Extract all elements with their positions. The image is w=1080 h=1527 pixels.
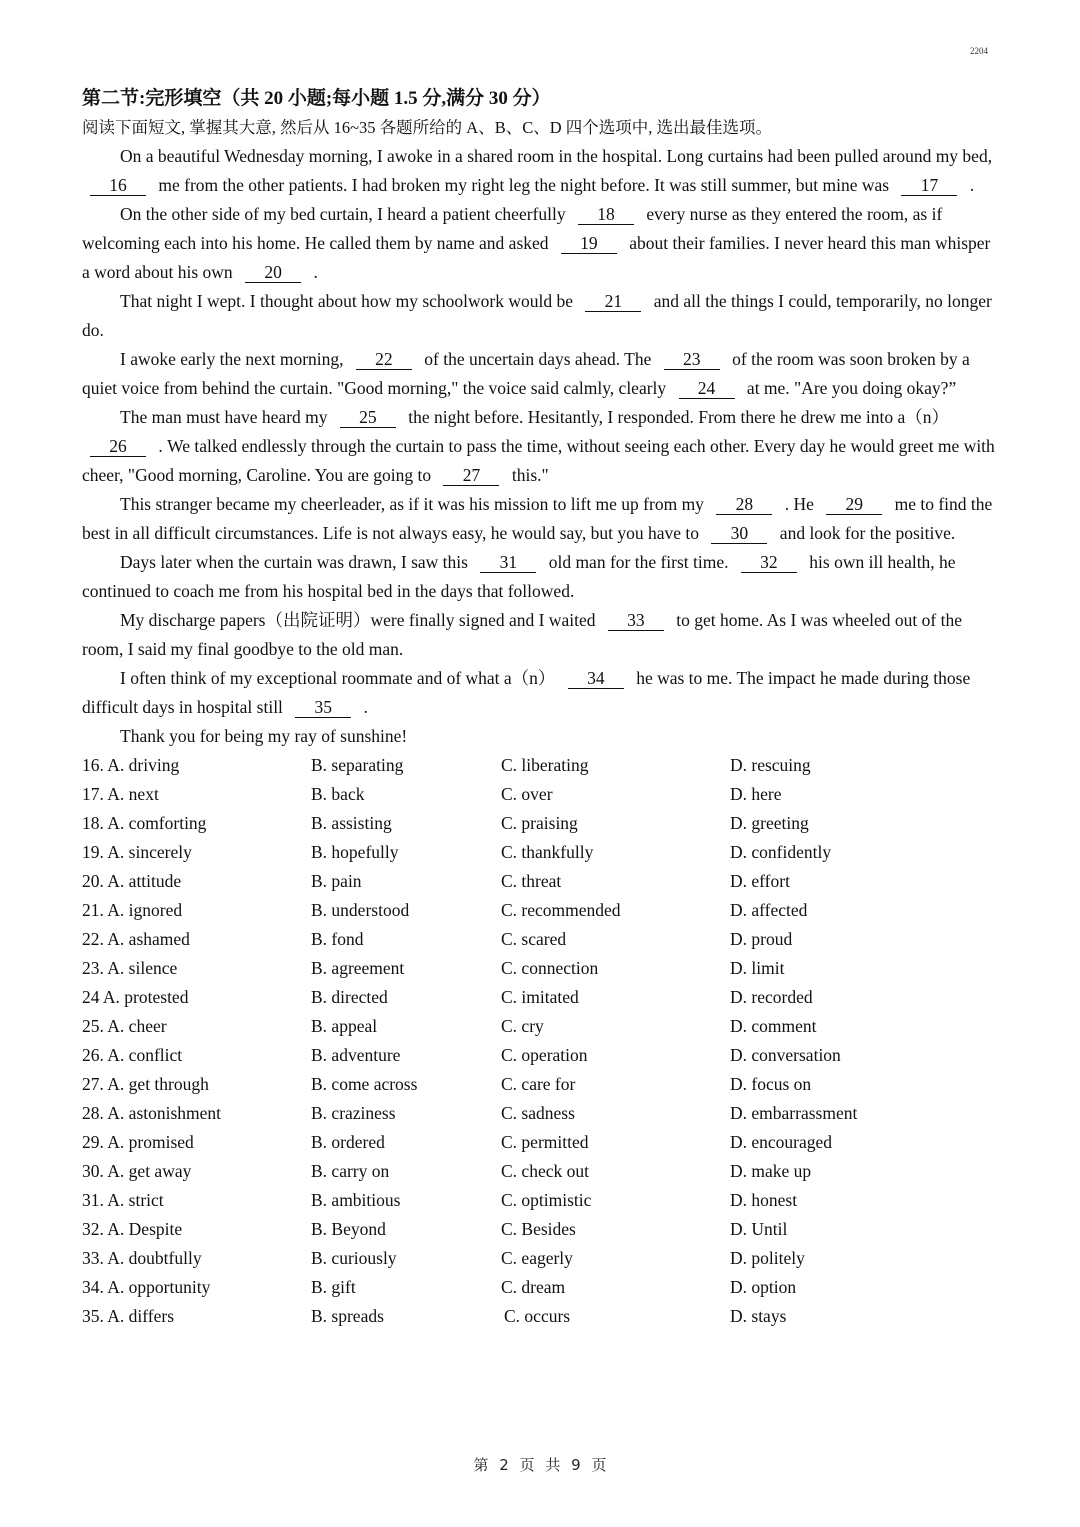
option-D: D. stays xyxy=(730,1306,787,1326)
text-segment: The man must have heard my xyxy=(120,407,332,427)
text-segment: the night before. Hesitantly, I responded. From there he drew me into a（n） xyxy=(403,407,949,427)
option-B: B. ordered xyxy=(311,1132,385,1152)
text-segment: That night I wept. I thought about how my schoolwork would be xyxy=(120,291,578,311)
text-segment: he was to me. The impact he made during those difficult days in hospital still xyxy=(82,668,971,717)
question-options-row xyxy=(82,1273,1000,1302)
instructions: 阅读下面短文, 掌握其大意, 然后从 16~35 各题所给的 A、B、C、D 四个选项中, 选出最佳选项。 xyxy=(82,118,773,137)
option-A: 34. A. opportunity xyxy=(82,1277,211,1297)
blank-21: 21 xyxy=(585,292,641,312)
option-D: D. limit xyxy=(730,958,785,978)
blank-22: 22 xyxy=(356,350,412,370)
text-segment: of the uncertain days ahead. The xyxy=(419,349,656,369)
question-options-row xyxy=(82,780,1000,809)
document-code: 2204 xyxy=(970,46,988,56)
option-A: 25. A. cheer xyxy=(82,1016,167,1036)
option-C: C. over xyxy=(501,784,553,804)
option-B: B. gift xyxy=(311,1277,356,1297)
blank-30: 30 xyxy=(711,524,767,544)
option-D: D. here xyxy=(730,784,782,804)
option-D: D. embarrassment xyxy=(730,1103,858,1123)
question-options-row xyxy=(82,751,1000,780)
question-options-row xyxy=(82,1186,1000,1215)
text-segment: On the other side of my bed curtain, I heard a patient cheerfully xyxy=(120,204,570,224)
option-C: C. cry xyxy=(501,1016,544,1036)
option-D: D. rescuing xyxy=(730,755,811,775)
option-B: B. fond xyxy=(311,929,364,949)
question-options-row xyxy=(82,1157,1000,1186)
question-options-row xyxy=(82,983,1000,1012)
option-B: B. assisting xyxy=(311,813,392,833)
text-segment: this." xyxy=(507,465,549,485)
option-C: C. operation xyxy=(501,1045,588,1065)
question-options-row xyxy=(82,838,1000,867)
option-B: B. agreement xyxy=(311,958,405,978)
blank-20: 20 xyxy=(245,263,301,283)
option-B: B. hopefully xyxy=(311,842,399,862)
paragraph xyxy=(82,606,1000,664)
text-segment: about their families. I never heard this man whisper a word about his own xyxy=(82,233,991,282)
question-options-row xyxy=(82,1070,1000,1099)
option-C: C. Besides xyxy=(501,1219,576,1239)
blank-33: 33 xyxy=(608,611,664,631)
option-C: C. sadness xyxy=(501,1103,575,1123)
option-A: 22. A. ashamed xyxy=(82,929,190,949)
option-B: B. ambitious xyxy=(311,1190,401,1210)
option-C: C. permitted xyxy=(501,1132,589,1152)
blank-29: 29 xyxy=(826,495,882,515)
passage xyxy=(82,142,1000,751)
text-segment: his own ill health, he continued to coach me from his hospital bed in the days that followed. xyxy=(82,552,956,601)
question-options-row xyxy=(82,1128,1000,1157)
question-options-row xyxy=(82,1041,1000,1070)
option-A: 29. A. promised xyxy=(82,1132,194,1152)
blank-16: 16 xyxy=(90,176,146,196)
paragraph xyxy=(82,490,1000,548)
option-A: 33. A. doubtfully xyxy=(82,1248,202,1268)
option-A: 23. A. silence xyxy=(82,958,178,978)
option-A: 32. A. Despite xyxy=(82,1219,183,1239)
option-B: B. craziness xyxy=(311,1103,396,1123)
paragraph xyxy=(82,403,1000,490)
text-segment: and look for the positive. xyxy=(775,523,956,543)
option-C: C. threat xyxy=(501,871,562,891)
option-A: 16. A. driving xyxy=(82,755,180,775)
option-D: D. recorded xyxy=(730,987,813,1007)
text-segment: Days later when the curtain was drawn, I saw this xyxy=(120,552,473,572)
text-segment: Thank you for being my ray of sunshine! xyxy=(120,726,408,746)
text-segment: me from the other patients. I had broken my right leg the night before. It was still summer, but mine was xyxy=(154,175,894,195)
option-A: 35. A. differs xyxy=(82,1306,175,1326)
option-A: 20. A. attitude xyxy=(82,871,182,891)
text-segment: old man for the first time. xyxy=(544,552,733,572)
option-D: D. comment xyxy=(730,1016,817,1036)
text-segment: at me. "Are you doing okay?” xyxy=(742,378,957,398)
option-C: C. eagerly xyxy=(501,1248,573,1268)
option-D: D. effort xyxy=(730,871,790,891)
option-B: B. directed xyxy=(311,987,388,1007)
option-A: 31. A. strict xyxy=(82,1190,164,1210)
text-segment: . We talked endlessly through the curtain to pass the time, without seeing each other. Every day he would greet me with cheer, "Good morning, Caroline. You are going to xyxy=(82,436,995,485)
option-B: B. curiously xyxy=(311,1248,397,1268)
option-C: C. thankfully xyxy=(501,842,594,862)
text-segment: This stranger became my cheerleader, as if it was his mission to lift me up from my xyxy=(120,494,709,514)
blank-34: 34 xyxy=(568,669,624,689)
option-D: D. Until xyxy=(730,1219,788,1239)
text-segment: I often think of my exceptional roommate and of what a（n） xyxy=(120,668,560,688)
paragraph xyxy=(82,548,1000,606)
question-options-row xyxy=(82,1099,1000,1128)
blank-26: 26 xyxy=(90,437,146,457)
option-A: 24 A. protested xyxy=(82,987,189,1007)
blank-18: 18 xyxy=(578,205,634,225)
paragraph xyxy=(82,722,1000,751)
option-A: 28. A. astonishment xyxy=(82,1103,222,1123)
option-B: B. spreads xyxy=(311,1306,384,1326)
option-A: 30. A. get away xyxy=(82,1161,192,1181)
option-C: C. recommended xyxy=(501,900,621,920)
text-segment: to get home. As I was wheeled out of the room, I said my final goodbye to the old man. xyxy=(82,610,962,659)
option-D: D. greeting xyxy=(730,813,809,833)
text-segment: My discharge papers（出院证明）were finally signed and I waited xyxy=(120,610,600,630)
option-D: D. make up xyxy=(730,1161,812,1181)
question-options-row xyxy=(82,1012,1000,1041)
cloze-section xyxy=(82,84,1000,1331)
option-C: C. imitated xyxy=(501,987,579,1007)
option-B: B. pain xyxy=(311,871,362,891)
option-C: C. scared xyxy=(501,929,567,949)
question-options-row xyxy=(82,867,1000,896)
text-segment: me to find the best in all difficult circumstances. Life is not always easy, he would say, but you have to xyxy=(82,494,993,543)
option-A: 27. A. get through xyxy=(82,1074,209,1094)
option-A: 21. A. ignored xyxy=(82,900,183,920)
blank-23: 23 xyxy=(664,350,720,370)
question-options-row xyxy=(82,925,1000,954)
option-B: B. adventure xyxy=(311,1045,401,1065)
option-B: B. appeal xyxy=(311,1016,378,1036)
option-C: C. care for xyxy=(501,1074,576,1094)
text-segment: and all the things I could, temporarily, no longer do. xyxy=(82,291,992,340)
option-C: C. dream xyxy=(501,1277,566,1297)
option-B: B. come across xyxy=(311,1074,418,1094)
option-B: B. separating xyxy=(311,755,404,775)
options-list xyxy=(82,751,1000,1331)
question-options-row xyxy=(82,954,1000,983)
option-D: D. proud xyxy=(730,929,793,949)
text-segment: . xyxy=(965,175,975,195)
paragraph xyxy=(82,142,1000,200)
option-B: B. understood xyxy=(311,900,410,920)
page-number: 第 2 页 共 9 页 xyxy=(473,1456,607,1474)
text-segment: . He xyxy=(780,494,819,514)
option-D: D. conversation xyxy=(730,1045,841,1065)
text-segment: On a beautiful Wednesday morning, I awoke in a shared room in the hospital. Long curtains had been pulled around my bed, xyxy=(120,146,993,166)
option-C: C. connection xyxy=(501,958,599,978)
option-C: C. praising xyxy=(501,813,578,833)
option-B: B. back xyxy=(311,784,365,804)
option-D: D. honest xyxy=(730,1190,798,1210)
blank-24: 24 xyxy=(679,379,735,399)
option-C: C. occurs xyxy=(504,1306,571,1326)
option-A: 18. A. comforting xyxy=(82,813,207,833)
question-options-row xyxy=(82,809,1000,838)
section-title: 第二节:完形填空（共 20 小题;每小题 1.5 分,满分 30 分） xyxy=(82,88,551,109)
question-options-row xyxy=(82,1244,1000,1273)
option-C: C. optimistic xyxy=(501,1190,592,1210)
option-D: D. encouraged xyxy=(730,1132,833,1152)
text-segment: every nurse as they entered the room, as if welcoming each into his home. He called them by name and asked xyxy=(82,204,943,253)
blank-31: 31 xyxy=(480,553,536,573)
paragraph xyxy=(82,664,1000,722)
question-options-row xyxy=(82,1215,1000,1244)
paragraph xyxy=(82,287,1000,345)
paragraph xyxy=(82,200,1000,287)
question-options-row xyxy=(82,896,1000,925)
option-D: D. affected xyxy=(730,900,808,920)
blank-32: 32 xyxy=(741,553,797,573)
option-B: B. carry on xyxy=(311,1161,390,1181)
option-D: D. confidently xyxy=(730,842,832,862)
blank-27: 27 xyxy=(443,466,499,486)
paragraph xyxy=(82,345,1000,403)
text-segment: . xyxy=(359,697,369,717)
option-D: D. politely xyxy=(730,1248,805,1268)
option-D: D. option xyxy=(730,1277,797,1297)
option-C: C. check out xyxy=(501,1161,589,1181)
blank-25: 25 xyxy=(340,408,396,428)
text-segment: . xyxy=(309,262,318,282)
option-C: C. liberating xyxy=(501,755,589,775)
blank-35: 35 xyxy=(295,698,351,718)
question-options-row xyxy=(82,1302,1000,1331)
option-B: B. Beyond xyxy=(311,1219,386,1239)
option-A: 19. A. sincerely xyxy=(82,842,192,862)
option-A: 17. A. next xyxy=(82,784,159,804)
text-segment: of the room was soon broken by a quiet voice from behind the curtain. "Good morning," the voice said calmly, clearly xyxy=(82,349,970,398)
option-A: 26. A. conflict xyxy=(82,1045,183,1065)
blank-19: 19 xyxy=(561,234,617,254)
text-segment: I awoke early the next morning, xyxy=(120,349,348,369)
blank-28: 28 xyxy=(716,495,772,515)
option-D: D. focus on xyxy=(730,1074,812,1094)
blank-17: 17 xyxy=(901,176,957,196)
